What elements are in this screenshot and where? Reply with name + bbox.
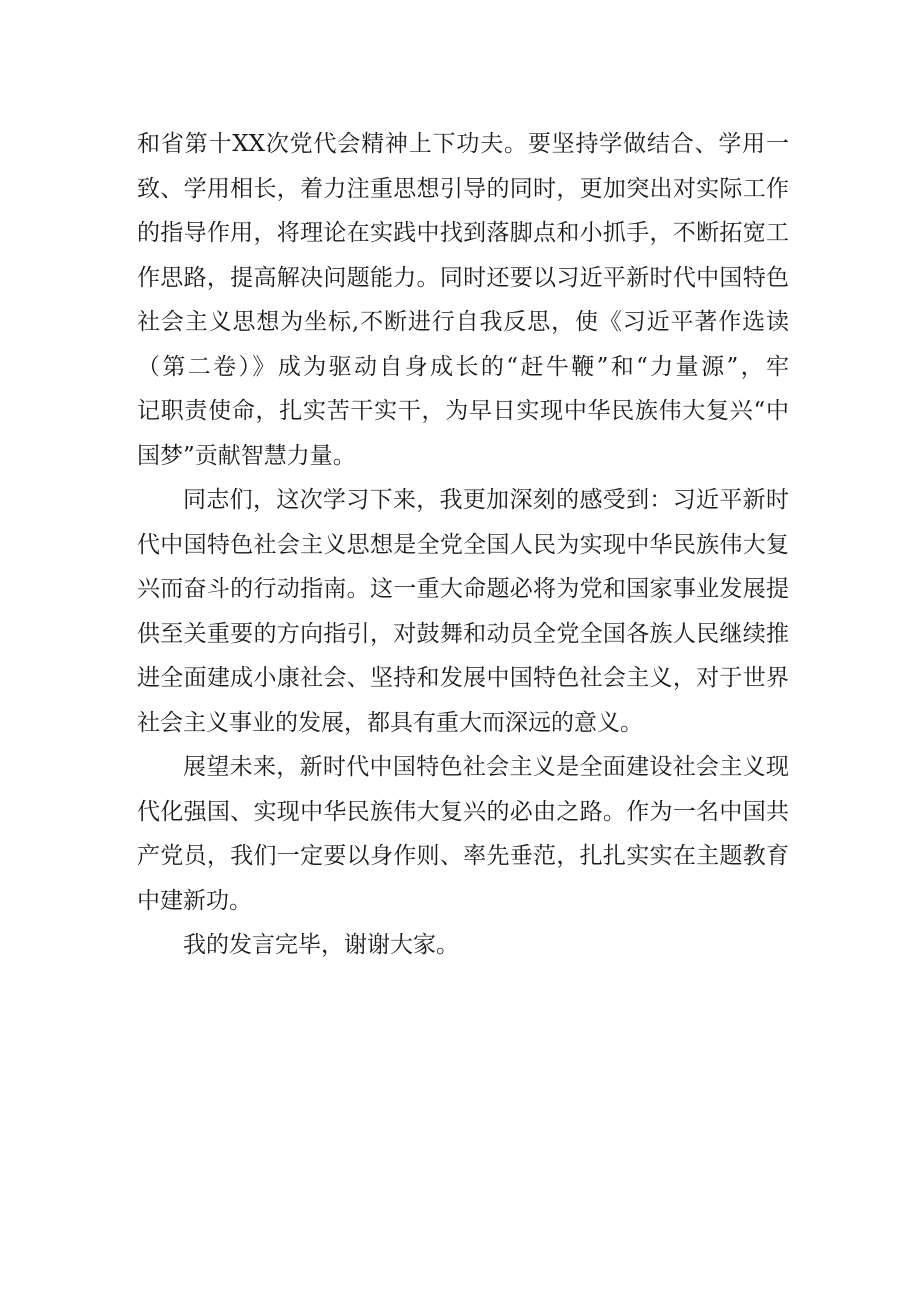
text-line: 同志们，这次学习下来，我更加深刻的感受到：习近平新时 [183,487,789,513]
text-line: 的指导作用，将理论在实践中找到落脚点和小抓手，不断拓宽工 [137,220,789,246]
text-line: 作思路，提高解决问题能力。同时还要以习近平新时代中国特色 [137,264,789,291]
text-line: 记职责使命，扎实苦干实干，为早日实现中华民族伟大复兴“中 [137,398,789,424]
text-line: 中建新功。 [137,887,252,914]
text-line: 社会主义思想为坐标,不断进行自我反思，使《习近平著作选读 [137,309,789,335]
text-line: 展望未来，新时代中国特色社会主义是全面建设社会主义现 [183,754,789,780]
text-line: 代化强国、实现中华民族伟大复兴的必由之路。作为一名中国共 [137,798,789,825]
text-line: 国梦”贡献智慧力量。 [137,442,356,469]
text-line: 产党员，我们一定要以身作则、率先垂范，扎扎实实在主题教育 [137,843,789,869]
text-line: （第二卷）》成为驱动自身成长的“赶牛鞭”和“力量源”，牢 [137,353,789,380]
text-line: 致、学用相长，着力注重思想引导的同时，更加突出对实际工作 [137,175,789,202]
text-line: 和省第十XX次党代会精神上下功夫。要坚持学做结合、学用一 [137,131,789,157]
paragraph [137,122,789,478]
paragraph [137,745,789,923]
text-line: 代中国特色社会主义思想是全党全国人民为实现中华民族伟大复 [137,531,789,558]
text-line: 社会主义事业的发展，都具有重大而深远的意义。 [137,709,643,736]
text-line: 进全面建成小康社会、坚持和发展中国特色社会主义，对于世界 [137,665,789,691]
text-line: 供至关重要的方向指引，对鼓舞和动员全党全国各族人民继续推 [137,620,789,647]
document-body [137,122,789,968]
text-line: 我的发言完毕，谢谢大家。 [183,932,459,958]
paragraph [137,923,789,968]
paragraph [137,478,789,745]
text-line: 兴而奋斗的行动指南。这一重大命题必将为党和国家事业发展提 [137,576,789,602]
